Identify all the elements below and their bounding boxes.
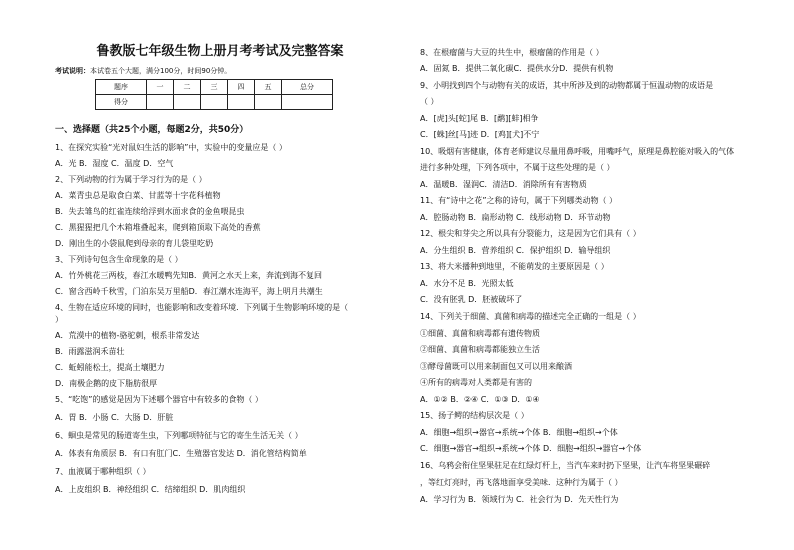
question-line: D．刚出生的小袋鼠爬到母亲的育儿袋里吃奶 [55, 239, 214, 248]
score-header-cell: 四 [228, 80, 255, 95]
question-line: C．黑猩猩把几个木箱堆叠起来，爬到箱顶取下高处的香蕉 [55, 223, 261, 232]
score-cell [282, 95, 333, 110]
question-line: 16、乌鸦会衔住坚果驻足在红绿灯杆上，当汽车来时扔下坚果，让汽车将坚果碾碎 [420, 461, 711, 470]
question-line: A．腔肠动物 B．扁形动物 C．线形动物 D．环节动物 [420, 213, 611, 222]
question-line: ③酵母菌既可以用来制面包又可以用来酿酒 [420, 362, 572, 371]
score-cell [228, 95, 255, 110]
question-line: C．[蛛]丝[马]迹 D．[鸡][犬]不宁 [420, 130, 540, 139]
question-line: ①细菌、真菌和病毒都有遗传物质 [420, 329, 540, 338]
question-line: A．学习行为 B．领域行为 C．社会行为 D．先天性行为 [420, 495, 619, 504]
question-line: ④所有的病毒对人类都是有害的 [420, 378, 532, 387]
document-title: 鲁教版七年级生物上册月考考试及完整答案 [96, 44, 344, 59]
question-line: ，等红灯亮时，再飞落地面享受美味．这种行为属于（ ） [420, 478, 623, 487]
question-line: A．固氮 B．提供二氧化碳C．提供水分D．提供有机物 [420, 64, 614, 73]
question-line: C．细胞→器官→组织→系统→个体 D．细胞→组织→器官→个体 [420, 444, 642, 453]
score-row-label: 得分 [96, 95, 147, 110]
question-line: 8、在根瘤菌与大豆的共生中，根瘤菌的作用是（ ） [420, 48, 604, 57]
question-line: 12、根尖和芽尖之所以具有分裂能力，这是因为它们具有（ ） [420, 229, 641, 238]
exam-note [55, 66, 231, 76]
question-line: 13、将大米播种到地里，不能萌发的主要原因是（ ） [420, 262, 609, 271]
question-line: D．南极企鹅的皮下脂肪很厚 [55, 379, 158, 388]
score-header-cell: 总分 [282, 80, 333, 95]
score-table-score-row [96, 95, 333, 110]
question-line: A．胃 B．小肠 C．大肠 D．肝脏 [55, 413, 174, 422]
question-line: ） [55, 315, 63, 324]
score-cell [174, 95, 201, 110]
question-line: C．蚯蚓能松土，提高土壤肥力 [55, 363, 165, 372]
question-line: A．荒漠中的植物-骆驼刺，根系非常发达 [55, 331, 200, 340]
question-line: 9、小明找到四个与动物有关的成语，其中所涉及到的动物都属于恒温动物的成语是 [420, 81, 714, 90]
score-table-header-row [96, 80, 333, 95]
question-line: C．窗含西岭千秋雪，门泊东吴万里船D．春江潮水连海平，海上明月共潮生 [55, 287, 323, 296]
score-header-cell: 三 [201, 80, 228, 95]
question-line: A．分生组织 B．营养组织 C．保护组织 D．输导组织 [420, 246, 611, 255]
question-line: 2、下列动物的行为属于学习行为的是（ ） [55, 175, 207, 184]
question-line: 1、在探究实验“光对鼠妇生活的影响”中，实验中的变量应是（ ） [55, 143, 287, 152]
score-cell [147, 95, 174, 110]
question-line: A．[虎]头[蛇]尾 B．[鹬][蚌]相争 [420, 114, 539, 123]
question-line: （ ） [420, 97, 439, 106]
score-table [95, 79, 333, 110]
question-line: A．菜青虫总是取食白菜、甘蓝等十字花科植物 [55, 191, 221, 200]
question-line: A．细胞→组织→器官→系统→个体 B．细胞→组织→个体 [420, 428, 618, 437]
question-line: B．失去雏鸟的红雀连续给浮到水面求食的金鱼喂昆虫 [55, 207, 245, 216]
score-cell [255, 95, 282, 110]
exam-note-label: 考试说明： [55, 67, 90, 75]
question-line: 7、血液属于哪种组织（ ） [55, 467, 151, 476]
question-line: 11、有“诗中之花”之称的诗句，属于下列哪类动物（ ） [420, 196, 618, 205]
question-line: 进行多种处理，下列各项中，不属于这些处理的是（ ） [420, 163, 615, 172]
question-line: 10、吸烟有害健康，体育老师建议尽量用鼻呼吸，用嘴呼气，原理是鼻腔能对吸入的气体 [420, 147, 735, 156]
question-line: A．温暖B．湿润C．清洁D．消除所有有害物质 [420, 180, 587, 189]
question-line: A．上皮组织 B．神经组织 C．结缔组织 D．肌肉组织 [55, 485, 246, 494]
score-header-cell: 题序 [96, 80, 147, 95]
section-heading: 一、选择题（共25个小题，每题2分，共50分） [55, 125, 249, 135]
question-line: ②细菌、真菌和病毒都能独立生活 [420, 345, 540, 354]
exam-note-text: 本试卷五个大题，满分100分，时间90分钟。 [90, 67, 232, 75]
score-header-cell: 五 [255, 80, 282, 95]
question-line: A．体表有角质层 B．有口有肛门C．生殖器官发达 D．消化管结构简单 [55, 449, 307, 458]
score-header-cell: 一 [147, 80, 174, 95]
question-line: A．光 B．湿度 C．温度 D．空气 [55, 159, 174, 168]
score-header-cell: 二 [174, 80, 201, 95]
question-line: 5、“吃饱”的感觉是因为下述哪个器官中有较多的食物（ ） [55, 395, 263, 404]
question-line: A．竹外桃花三两枝，春江水暖鸭先知B．黄河之水天上来，奔流到海不复回 [55, 271, 322, 280]
question-line: B．雨露滋润禾苗壮 [55, 347, 125, 356]
question-line: 4、生物在适应环境的同时，也能影响和改变着环境．下列属于生物影响环境的是（ [55, 303, 349, 312]
question-line: 3、下列诗句包含生命现象的是（ ） [55, 255, 183, 264]
question-line: C．没有胚乳 D．胚被破坏了 [420, 295, 523, 304]
score-cell [201, 95, 228, 110]
question-line: A．水分不足 B．光照太低 [420, 279, 514, 288]
question-line: 14、下列关于细菌、真菌和病毒的描述完全正确的一组是（ ） [420, 312, 641, 321]
question-line: 15、扬子鳄的结构层次是（ ） [420, 411, 529, 420]
question-line: 6、蛔虫是常见的肠道寄生虫，下列哪项特征与它的寄生生活无关（ ） [55, 431, 303, 440]
question-line: A．①② B．②④ C．①③ D．①④ [420, 395, 540, 404]
